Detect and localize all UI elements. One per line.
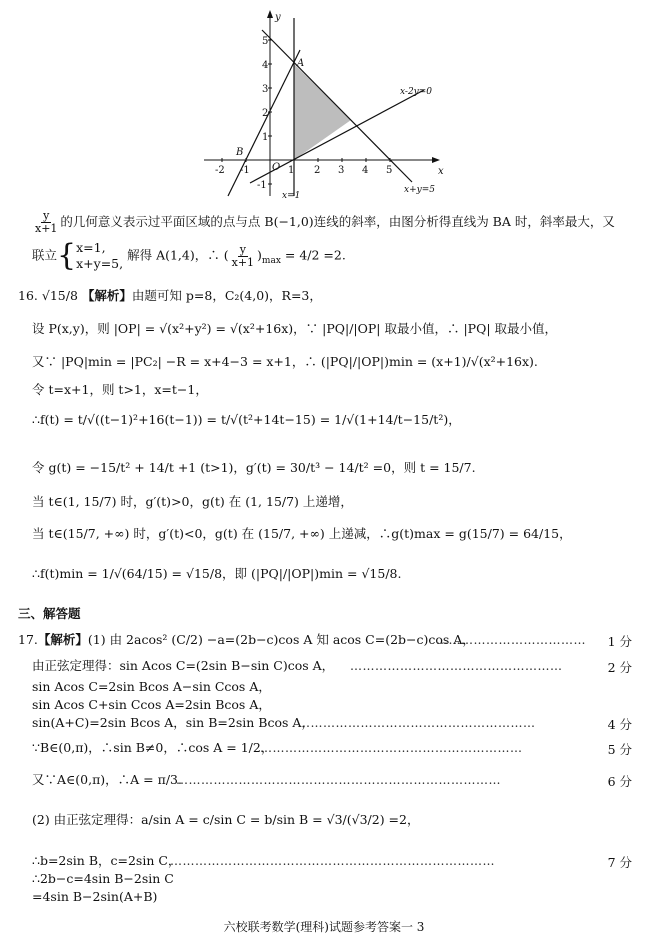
x-tick-4: 4 (362, 165, 369, 176)
p15-line2-post: 解得 A(1,4)，∴ (127, 247, 220, 263)
score-6: 6 分 (607, 774, 632, 789)
x-axis-label: x (438, 166, 444, 177)
x-tick-neg2: -2 (215, 165, 225, 176)
p15-line1 (32, 210, 615, 235)
score-7: 7 分 (607, 855, 632, 870)
section-3-heading: 三、解答题 (18, 606, 81, 621)
origin-label: O (272, 162, 281, 173)
p16-line9: ∴f(t)min = 1/√(64/15) = √15/8，即 (|PQ|/|OP|)min = √15/8. (32, 566, 402, 581)
p15-frac-num-2: y (239, 242, 246, 256)
line-label-x-y-5: x+y=5 (404, 185, 435, 195)
line-label-x-1: x=1 (282, 191, 301, 201)
score-1: 1 分 (607, 634, 632, 649)
p17-line9: ∴b=2sin B，c=2sin C， (32, 853, 181, 868)
p15-line2-end: = 4/2 =2. (284, 247, 346, 263)
p16-line5: ∴f(t) = t/√((t−1)²+16(t−1)) = t/√(t²+14t−15) = 1/√(1+14/t−15/t²)， (32, 412, 461, 427)
y-tick-neg1: -1 (257, 180, 267, 191)
coordinate-figure (196, 6, 452, 202)
y-tick-5: 5 (262, 36, 269, 47)
p15-frac-den-2: x+1 (231, 255, 255, 269)
p16-line7: 当 t∈(1, 15/7) 时，g′(t)>0，g(t) 在 (1, 15/7) 上递增， (32, 494, 353, 509)
p15-text1: 的几何意义表示过平面区域的点与点 B(−1,0)连线的斜率，由图分析得直线为 BA 时，斜率最大，又 (60, 214, 615, 229)
y-tick-1: 1 (262, 132, 269, 143)
y-tick-3: 3 (262, 84, 269, 95)
score-5: 5 分 (607, 742, 632, 757)
p17-line8: (2) 由正弦定理得：a/sin A = c/sin C = b/sin B = √3/(√3/2) =2， (32, 812, 420, 827)
p15-sys2: x+y=5, (76, 256, 124, 271)
y-axis-label: y (275, 12, 281, 23)
p17-line3: sin Acos C=2sin Bcos A−sin Ccos A， (32, 679, 271, 694)
p17-line6: ∵B∈(0,π)，∴sin B≠0，∴cos A = 1/2， (32, 740, 274, 755)
p15-line2-pre: 联立 (32, 247, 58, 263)
p16-line1: 由题可知 p=8，C₂(4,0)，R=3， (131, 288, 322, 303)
p16-line6: 令 g(t) = −15/t² + 14/t +1 (t>1)，g′(t) = 30/t³ − 14/t² =0，则 t = 15/7. (32, 460, 476, 475)
p17-line2: 由正弦定理得：sin Acos C=(2sin B−sin C)cos A， (32, 658, 335, 673)
p17-line10: ∴2b−c=4sin B−2sin C (32, 871, 174, 886)
p16-line4: 令 t=x+1，则 t>1，x=t−1， (32, 382, 208, 397)
point-a-label: A (297, 58, 305, 69)
p16-line8: 当 t∈(15/7, +∞) 时，g′(t)<0，g(t) 在 (15/7, +∞) 上递减，∴g(t)max = g(15/7) = 64/15， (32, 526, 572, 541)
p15-line2: 联立{ x=1, x+y=5, 解得 A(1,4)，∴ ( $\frac{y}{x+1}$ )$_{max} = 4/2 =2$. (32, 238, 346, 273)
p17-line1 (18, 632, 475, 648)
p17-number: 17. (18, 632, 38, 647)
line-label-x-2y: x-2y=0 (400, 87, 433, 97)
p16-header (18, 288, 322, 304)
y-axis-arrow (267, 10, 273, 18)
p15-frac-num: y (43, 209, 50, 222)
x-tick-5: 5 (386, 165, 393, 176)
p16-tag: 【解析】 (81, 288, 132, 303)
x-tick-1: 1 (288, 165, 295, 176)
p16-line2: 设 P(x,y)，则 |OP| = √(x²+y²) = √(x²+16x)，∵ |PQ|/|OP| 取最小值，∴ |PQ| 取最小值， (32, 321, 558, 336)
point-b-label: B (236, 147, 244, 158)
p17-line5: sin(A+C)=2sin Bcos A，sin B=2sin Bcos A， (32, 715, 314, 730)
y-tick-2: 2 (262, 108, 269, 119)
x-axis-arrow (432, 157, 440, 163)
p16-line3: 又∵ |PQ|min = |PC₂| −R = x+4−3 = x+1，∴ (|PQ|/|OP|)min = (x+1)/√(x²+16x). (32, 354, 538, 369)
p17-text1: (1) 由 2acos² (C/2) −a=(2b−c)cos A 知 acos C=(2b−c)cos A， (87, 632, 475, 647)
p17-line11: =4sin B−2sin(A+B) (32, 889, 158, 904)
x-tick-3: 3 (338, 165, 345, 176)
score-4: 4 分 (607, 717, 632, 732)
p16-answer: √15/8 (41, 288, 78, 303)
x-tick-2: 2 (314, 165, 321, 176)
p17-tag: 【解析】 (37, 632, 88, 647)
y-tick-4: 4 (262, 60, 269, 71)
score-2: 2 分 (607, 660, 632, 675)
page-footer: 六校联考数学(理科)试题参考答案一 3 (223, 920, 425, 934)
x-tick-neg1: -1 (240, 165, 250, 176)
p16-number: 16. (18, 288, 38, 303)
p15-frac-den: x+1 (35, 222, 58, 235)
p17-line4: sin Acos C+sin Ccos A=2sin Bcos A， (32, 697, 271, 712)
p17-line7: 又∵A∈(0,π)，∴A = π/3. (32, 772, 182, 787)
p15-sys1: x=1, (76, 240, 106, 255)
